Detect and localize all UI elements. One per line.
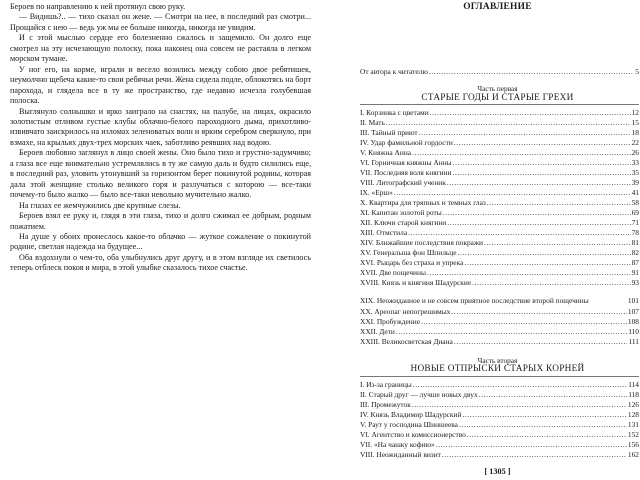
paragraph: Бероев любовно заглянул в лицо своей жены. Оно было тихо и грустно-задумчиво; а глаза все еще внимательно устремлялись в ту же самую даль и будто силились еще, в последний раз, уловить утонувший за горизонтом берег покинутой родины, которая дала этой женщине столько великого горя и разлучаться с которою — все-таки почему-то было жалко — было все-таки невольно мучительно жалко. bbox=[10, 148, 311, 200]
toc-entry-title: II. Мать bbox=[360, 118, 385, 127]
toc-leader-dots bbox=[412, 400, 627, 410]
toc-leader-dots bbox=[487, 198, 631, 208]
toc-leader-dots bbox=[427, 268, 631, 278]
toc-leader-dots bbox=[443, 208, 631, 218]
toc-entry-title: XVI. Рыцарь без страха и упрека bbox=[360, 258, 464, 267]
toc-entry-page: 156 bbox=[627, 440, 639, 449]
toc-leader-dots bbox=[453, 158, 631, 168]
toc-entry-page: 101 bbox=[627, 295, 639, 305]
toc-entry-title: XI. Капитан золотой роты bbox=[360, 208, 442, 217]
toc-entry-page: 58 bbox=[631, 198, 639, 207]
toc-entry[interactable] bbox=[360, 248, 639, 258]
toc-leader-dots bbox=[459, 420, 627, 430]
toc-entry-page: 126 bbox=[627, 400, 639, 409]
toc-entry[interactable] bbox=[360, 288, 639, 305]
toc-entry[interactable] bbox=[360, 148, 639, 158]
toc-leader-dots bbox=[412, 148, 631, 158]
toc-entry-intro[interactable] bbox=[360, 67, 639, 77]
toc-leader-dots bbox=[421, 317, 627, 327]
toc-leader-dots bbox=[484, 238, 631, 248]
toc-entry[interactable] bbox=[360, 118, 639, 128]
toc-leader-dots bbox=[396, 327, 627, 337]
toc-leader-dots bbox=[454, 138, 631, 148]
paragraph: Выглянуло солнышко и ярко заиграло на снастях, на палубе, на лицах, окрасило золотистым отливом густые клубы облачно-белого пароходного дыма, прихотливо-извивчато заискрилось на изломах зеленоватых волн и ярким серебром сверкнуло, при взмахе, на крыльях двух-трех морских чаек, заботливо реявших над водою. bbox=[10, 106, 311, 147]
toc-entry[interactable] bbox=[360, 317, 639, 327]
toc-leader-dots bbox=[447, 178, 631, 188]
toc-entry-page: 93 bbox=[631, 278, 639, 287]
toc-entry[interactable] bbox=[360, 390, 639, 400]
toc-entry[interactable] bbox=[360, 420, 639, 430]
toc-entry-title: VIII. Литографский ученик bbox=[360, 178, 446, 187]
toc-entry[interactable] bbox=[360, 400, 639, 410]
toc-entry-page: 78 bbox=[631, 228, 639, 237]
toc-entry-page: 131 bbox=[627, 420, 639, 429]
toc-entry-title: VI. Агентство и комиссионерство bbox=[360, 430, 466, 439]
toc-entry[interactable] bbox=[360, 228, 639, 238]
toc-entry-title: IV. Удар фамильной гордости bbox=[360, 138, 453, 147]
toc-entry[interactable] bbox=[360, 307, 639, 317]
toc-entry-title: III. Тайный приют bbox=[360, 128, 418, 137]
toc-leader-dots bbox=[451, 307, 627, 317]
toc-entry-page: 26 bbox=[631, 148, 639, 157]
toc-entry-page: 39 bbox=[631, 178, 639, 187]
toc-entry-page: 12 bbox=[631, 108, 639, 117]
toc-leader-dots bbox=[436, 440, 627, 450]
toc-entry[interactable] bbox=[360, 238, 639, 248]
toc-entry-title: XXII. Дети bbox=[360, 327, 395, 336]
toc-leader-dots bbox=[479, 390, 628, 400]
toc-entry-title: VII. «На чашку кофию» bbox=[360, 440, 435, 449]
toc-entry-title: VI. Горничная княжны Анны bbox=[360, 158, 452, 167]
toc-entry-title: IV. Князь Владимир Шадурский bbox=[360, 410, 462, 419]
toc-entry[interactable] bbox=[360, 380, 639, 390]
toc-leader-dots bbox=[394, 188, 631, 198]
divider bbox=[360, 104, 639, 105]
toc-entry[interactable] bbox=[360, 337, 639, 347]
toc-entry-title: XII. Ключи старой княгини bbox=[360, 218, 447, 227]
toc-entry-title: XV. Генеральша фон Шпильце bbox=[360, 248, 457, 257]
part-title: НОВЫЕ ОТПРЫСКИ СТАРЫХ КОРНЕЙ bbox=[410, 364, 585, 374]
toc-entry-title: XVII. Две пощечины bbox=[360, 268, 426, 277]
toc-entry-title: X. Квартира для тряпных и темных глаз bbox=[360, 198, 486, 207]
part-title: СТАРЫЕ ГОДЫ И СТАРЫЕ ГРЕХИ bbox=[421, 93, 574, 103]
paragraph: Бероев взял ее руку и, глядя в эти глаза, тихо и долго сжимал ее добрым, родным пожатием. bbox=[10, 211, 311, 231]
toc-entry[interactable] bbox=[360, 218, 639, 228]
toc-entry[interactable] bbox=[360, 410, 639, 420]
part-label: Часть первая bbox=[477, 84, 518, 93]
toc-entry[interactable] bbox=[360, 450, 639, 460]
toc-entry[interactable] bbox=[360, 188, 639, 198]
toc-entry[interactable] bbox=[360, 128, 639, 138]
toc-entry-page: 5 bbox=[635, 67, 639, 76]
toc-leader-dots bbox=[447, 218, 630, 228]
toc-entry[interactable] bbox=[360, 258, 639, 268]
paragraph: У ног его, на корме, играли и весело возились между собою двое ребятишек, неумолчно щебеча какие-то свои ребячьи речи. Жена сидела подле, облокотясь на борт парохода, и глядела все в ту же пространство, где недавно исчезла голубевшая полоска. bbox=[10, 64, 311, 106]
toc-entry-title: I. Корзинка с цветами bbox=[360, 108, 429, 117]
toc-leader-dots bbox=[413, 380, 627, 390]
toc-leader-dots bbox=[454, 337, 628, 347]
toc-entry[interactable] bbox=[360, 168, 639, 178]
toc-entry-page: 41 bbox=[631, 188, 639, 197]
toc-entry[interactable] bbox=[360, 440, 639, 450]
toc-entry-page: 81 bbox=[631, 238, 639, 247]
toc-entry[interactable] bbox=[360, 268, 639, 278]
toc-leader-dots bbox=[386, 118, 631, 128]
page-number: [ 1305 ] bbox=[484, 467, 511, 476]
toc-entry[interactable] bbox=[360, 278, 639, 288]
toc-entry-page: 33 bbox=[631, 158, 639, 167]
toc-entry-title: V. Княжна Анна bbox=[360, 148, 412, 157]
toc-entry-page: 128 bbox=[627, 410, 639, 419]
toc-leader-dots bbox=[462, 410, 626, 420]
toc-entry-title: От автора к читателю bbox=[360, 67, 428, 76]
part-label: Часть вторая bbox=[477, 356, 518, 365]
toc-entry-page: 87 bbox=[631, 258, 639, 267]
toc-entry-title: XX. Ареопаг непогрешимых bbox=[360, 307, 451, 316]
toc-entry[interactable] bbox=[360, 327, 639, 337]
toc-leader-dots bbox=[472, 278, 631, 288]
toc-entry-page: 91 bbox=[631, 268, 639, 277]
toc-leader-dots bbox=[430, 108, 631, 118]
toc-entry-title: V. Раут у господина Шиншеева bbox=[360, 420, 458, 429]
toc-leader-dots bbox=[458, 248, 631, 258]
paragraph: Бероев по направлению к ней протянул свою руку. bbox=[10, 2, 186, 11]
toc-entry[interactable] bbox=[360, 158, 639, 168]
toc-entry-page: 107 bbox=[627, 307, 639, 316]
toc-entry[interactable] bbox=[360, 430, 639, 440]
divider bbox=[360, 376, 639, 377]
toc-entry-page: 152 bbox=[627, 430, 639, 439]
toc-entry[interactable] bbox=[360, 208, 639, 218]
toc-entry-title: VIII. Неожиданный визит bbox=[360, 450, 441, 459]
toc-entry-title: VII. Последняя воля княгини bbox=[360, 168, 452, 177]
toc-entry[interactable] bbox=[360, 178, 639, 188]
toc-entry-page: 71 bbox=[631, 218, 639, 227]
toc-leader-dots bbox=[429, 67, 634, 77]
paragraph: На глазах ее жемчужились две крупные слезы. bbox=[19, 200, 181, 210]
toc-leader-dots bbox=[453, 168, 631, 178]
toc-entry-page: 114 bbox=[628, 380, 639, 389]
toc-entry-title: XVIII. Князь и княгиня Шадурские bbox=[360, 278, 472, 287]
toc-entry-title: IX. «Ерш» bbox=[360, 188, 393, 197]
toc-entry-page: 22 bbox=[631, 138, 639, 147]
toc-entry-page: 69 bbox=[631, 208, 639, 217]
toc-leader-dots bbox=[467, 430, 627, 440]
toc-entry[interactable] bbox=[360, 138, 639, 148]
toc-entry-page: 110 bbox=[628, 327, 639, 336]
toc-title: ОГЛАВЛЕНИЕ bbox=[463, 2, 532, 12]
toc-entry-page: 108 bbox=[627, 317, 639, 326]
prose-page bbox=[10, 2, 311, 274]
toc-leader-dots bbox=[408, 228, 631, 238]
toc-entry[interactable] bbox=[360, 108, 639, 118]
toc-entry-title: II. Старый друг — лучше новых двух bbox=[360, 390, 478, 399]
toc-entry-page: 18 bbox=[631, 128, 639, 137]
toc-leader-dots bbox=[442, 450, 627, 460]
toc-entry-title: XIX. Неожиданное и не совсем приятное последствие второй пощечины bbox=[360, 295, 589, 305]
toc-leader-dots bbox=[419, 128, 631, 138]
toc-entry-title: III. Промежуток bbox=[360, 400, 411, 409]
toc-entry-page: 15 bbox=[631, 118, 639, 127]
paragraph: — Видишь?.. — тихо сказал он жене. — Смотри на нее, в последний раз смотри... Прощайся с нею — ведь уж мы ее больше никогда, никогда не увидим. bbox=[10, 12, 311, 32]
toc-entry-page: 118 bbox=[628, 390, 639, 399]
toc-entry-title: XXI. Пробуждение bbox=[360, 317, 420, 326]
toc-entry-title: XIII. Отмстила bbox=[360, 228, 408, 237]
paragraph: И с этой мыслью сердце его болезненно сжалось и защемило. Он долго еще смотрел на эту исчезающую полоску, пока наконец она совсем не растаяла в легком морском тумане. bbox=[10, 33, 311, 64]
toc-entry[interactable] bbox=[360, 198, 639, 208]
paragraph: Оба вздохнули о чем-то, оба улыбнулись друг другу, и в этом взгляде их светилось теперь отблеск покоя и мира, в этой улыбке сказалось тихое счастье. bbox=[10, 252, 311, 273]
toc-entry-page: 35 bbox=[631, 168, 639, 177]
toc-entry-page: 162 bbox=[627, 450, 639, 459]
toc-entry-title: XXIII. Великосветская Диана bbox=[360, 337, 453, 346]
toc-entry-page: 111 bbox=[628, 337, 639, 346]
toc-entry-title: XIV. Ближайшие последствия покражи bbox=[360, 238, 484, 247]
toc-entry-title: I. Из-за границы bbox=[360, 380, 412, 389]
toc-leader-dots bbox=[464, 258, 630, 268]
paragraph: На душе у обоих пронеслось какое-то облачко — жуткое сожаление о покинутой родине, светлая надежда на будущее... bbox=[10, 231, 311, 252]
toc-entry-page: 82 bbox=[631, 248, 639, 257]
